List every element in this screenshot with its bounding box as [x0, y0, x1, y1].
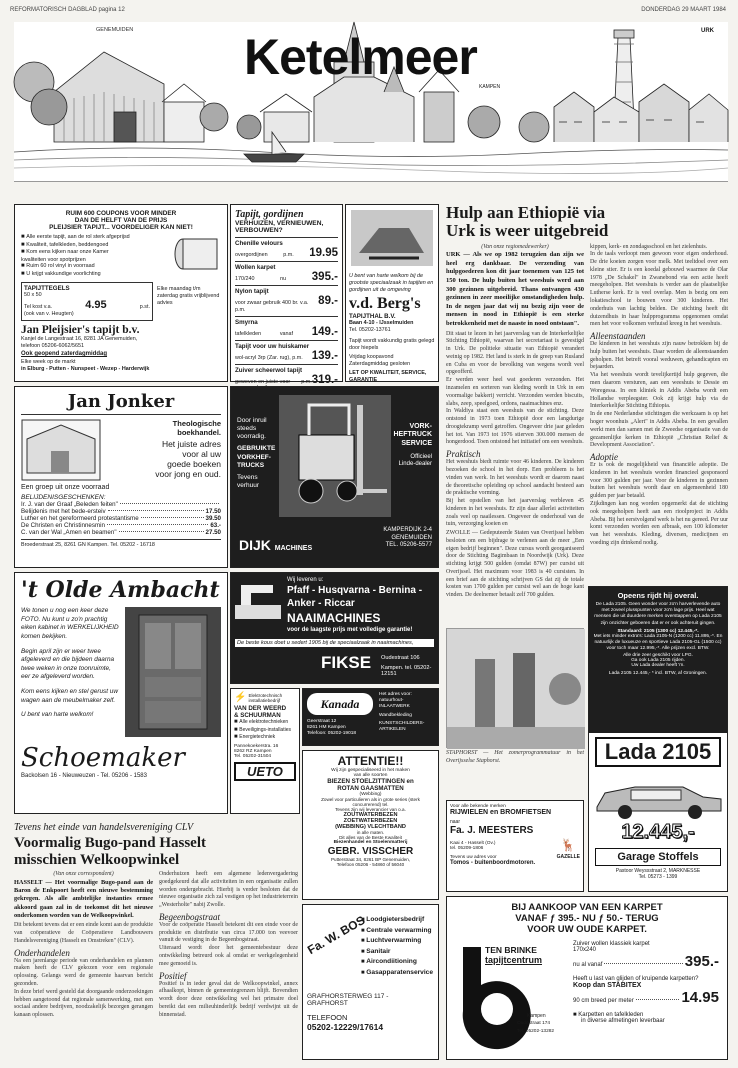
dijk-r3: SERVICE — [401, 439, 432, 447]
forklift-illustration — [279, 395, 391, 517]
berg-note1: Tapijt wordt vakkundig gratis gelegd door hiepels — [349, 337, 435, 351]
attentie-l7: concurrerend) tel. — [352, 802, 389, 807]
article-bugo-pand — [14, 822, 298, 1062]
tapijt-item — [235, 340, 338, 364]
meesters-naar: naar — [450, 819, 461, 825]
pleijsier-list-item: kwaliteiten voor spotprijzen — [21, 256, 86, 263]
dijk-r5: Linde-dealer — [398, 461, 432, 468]
brinke-logo — [455, 941, 565, 1041]
weerd-phone: Tel. 05202-31504 — [234, 753, 272, 759]
fikse-brands1: Pfaff - Husqvarna - Bernina - — [287, 585, 423, 596]
banner-place-left: GENEMUIDEN — [96, 27, 134, 33]
attentie-l13: Dit alles van de Beste Kwaliteit — [339, 835, 402, 840]
dijk-l8: verhuur — [237, 481, 260, 489]
pleijsier-list-item: ■ Kom eens kijken naar onze Kamer — [21, 249, 167, 257]
weerd-addr: Pannekoekerstra. 16 — [234, 743, 279, 749]
weerd-l2: installatiebedrijf — [248, 697, 281, 703]
berg-addr: Baan 4-10 - IJsselmuiden — [349, 320, 414, 327]
ad-garage-stoffels — [588, 586, 728, 892]
garage-name: Garage Stoffels — [595, 848, 721, 866]
lada-headline: Opeens rijdt hij overal. — [617, 591, 699, 600]
ad-olde-ambacht — [14, 572, 228, 814]
tapijt-item-price: 19.95 — [309, 247, 338, 259]
tapijt-item-detail: wol-acryl 3rp (Zar. rug), p.m. — [235, 354, 303, 361]
article-col2-p1: kippen, kerk- en zondagsschool en het zielenhuis. — [590, 243, 708, 250]
attentie-l4: ROTAN GAASMATTEN — [337, 785, 404, 792]
jonker-book-title: Belijdenis met het bede-ersteiv — [21, 508, 106, 515]
article-p3: In Waldiya staat een weeshuis van de stichting. Deze ontstond in 1973 toen Ethiopië door een langdurige droogtekramp werd getroffen. Ongeveer drie jaar geleden het tot. Van 1973 tot 1976 stierven 300.000 mensen de hongerdood. Toen ontstond het initiatief om een weeshuis. — [446, 408, 584, 446]
attentie-phone: Telefoon 05206 - 54860 of 56040 — [336, 862, 405, 867]
ad-vd-berg — [345, 204, 439, 382]
brinke-h3: VOOR UW OUDE KARPET. — [527, 924, 647, 935]
article-subhead-alleenstaanden: Alleenstaanden — [590, 331, 646, 342]
bugo-byline: (Van onze correspondent) — [53, 871, 114, 877]
dijk-l2: steeds — [237, 425, 257, 433]
attentie-l1: Wij zijn gespecialiseerd in het maken — [331, 768, 410, 773]
cabinet-photo — [125, 607, 221, 737]
attentie-l3: BIEZEN STOELZITTINGEN en — [327, 778, 414, 785]
article-col2-p6: Er is ook de mogelijkheid van financiële adoptie. De kinderen in het weeshuis worden financieel gesponsord voor 300 gulden per jaar. Voor de kinderen in gezinnen buiten het weeshuis wordt daar en algemeenheid 180 gulden per jaar betaald. — [590, 462, 728, 500]
ambacht-signature: Schoemaker — [21, 743, 185, 773]
weerd-service: ■ Alle elektrotechnieken — [234, 719, 296, 727]
bugo-subhead-onderhandelen: Onderhandelen — [14, 947, 70, 958]
dijk-l7: Tevens — [237, 473, 258, 481]
tapijt-item-detail: tafelkleden — [235, 330, 262, 337]
article-subhead-adoptie: Adoptie — [590, 452, 618, 463]
jonker-book-price: 39.50 — [205, 515, 221, 522]
ad-ten-brinke — [446, 896, 728, 1060]
tapijt-sub2: VERBOUWEN? — [235, 227, 283, 234]
bos-service: ■ Centrale verwarming — [361, 926, 434, 937]
dijk-city: GENEMUIDEN — [391, 534, 432, 541]
jonker-book-list — [21, 501, 221, 536]
lada-l1: Met iets minder extra's: Lada 2105-N (1200 cc) 11.895,-*. En natuurlijk de luxueuze en sportieve Lada 2105-GL (1500 cc) voor toch maar 12.995,-*. Alle prijzen excl. BTW. — [593, 633, 723, 652]
ad-kanada — [302, 688, 439, 746]
bos-city: GRAFHORST — [307, 999, 348, 1007]
roll-illustration — [171, 234, 221, 272]
jonker-book-price: 27.50 — [205, 529, 221, 536]
brinke-i2a: Heeft u last van glijden of kruipende karpetten? — [573, 976, 699, 982]
meesters-name: Fa. J. MEESTERS — [450, 825, 534, 836]
attentie-l5: (Webbing) — [359, 792, 382, 797]
lightning-icon: ⚡ — [234, 692, 247, 703]
jonker-tag2: boekhandel. — [177, 428, 221, 437]
tapijt-item-price: 89.- — [318, 295, 338, 307]
dijk-l1: Door inruil — [237, 417, 267, 424]
tapijt-item — [235, 285, 338, 316]
jonker-book-row — [21, 522, 221, 529]
kanada-r5: KUNSTSCHILDERS- — [379, 720, 425, 726]
brinke-i1b: 170x240 — [573, 947, 597, 953]
bugo-title-line1: Voormalig Bugo-pand Hasselt — [14, 835, 206, 851]
dijk-left-text — [237, 417, 275, 490]
lada-price: 12.445,- — [621, 821, 695, 843]
pleijsier-side-note: Elke maandag t/m zaterdag gratis vrijblijvend advies — [157, 286, 220, 306]
jonker-book-title: De Christen en Christinnesmin — [21, 522, 105, 529]
jonker-book-price: 17.50 — [205, 508, 221, 515]
bugo-kicker: Tevens het einde van handelsvereniging CLV — [14, 822, 194, 833]
fikse-addr: Oudestraat 106 — [381, 655, 420, 661]
article-title-line1: Hulp aan Ethiopië via — [446, 203, 606, 222]
article-p4: Het weeshuis biedt ruimte voor 46 kinderen. De kinderen bezoeken de school in het dorp. Een probleem is het vinden van werk. In het weeshuis wordt er daarom naast de theoretische opleiding op school aandacht besteed aan de praktische vorming. — [446, 459, 584, 497]
ad-attentie — [302, 750, 439, 900]
brinke-i3: ■ Karpetten en tafelkleden — [573, 1012, 719, 1018]
tapijt-item-name: Smyrna — [235, 318, 258, 326]
ambacht-t3: Kom eens kijken en stel gerust uw wagen aan de meubelmaker zelf. — [21, 688, 118, 704]
sewing-machine-icon — [235, 579, 281, 619]
page-header-left: REFORMATORISCH DAGBLAD pagina 12 — [10, 7, 125, 13]
berg-note3: Zaterdagmiddag gesloten — [349, 361, 411, 367]
brinke-h2: VANAF ƒ 395.- NU ƒ 50.- TERUG — [515, 913, 659, 924]
ad-fa-w-bos — [302, 904, 439, 1060]
ad-van-der-weerd — [230, 688, 300, 814]
tapijt-item-name: Chenille velours — [235, 240, 283, 247]
dijk-name — [239, 537, 312, 553]
attentie-l11: (WEBBING) VLECHTBAND — [335, 824, 406, 830]
brinke-i2c: 90 cm breed per meter — [573, 998, 634, 1004]
article-col2-p4: Via het weeshuis wordt tevelijkertijd hulp gegeven, die men daarom versturen, aan een weeshuis te Dessie en Woregessa. In een kliniek in Addis Abeba wordt een Hollandse verpleegster. Ook zij krijgt hulp via de Interkerkelijke Stichting Ethiopia. — [590, 372, 728, 410]
kanada-services — [379, 692, 424, 733]
brinke-name1: TEN BRINKE — [485, 945, 537, 955]
photo-illustration — [447, 629, 585, 749]
tapijt-item-name: Tapijt voor uw huiskamer — [235, 342, 310, 350]
pleijsier-name: Jan Pleijsier's tapijt b.v. — [21, 323, 140, 336]
ambacht-name: 't Olde Ambacht — [21, 577, 220, 603]
ad-fikse — [230, 572, 439, 684]
kanada-r4: Wandbekleding — [379, 712, 412, 718]
bugo-p3: In deze brief werd gesteld dat doorgaande onderzoekingen hebben aangetoond dat regionale samenwerking, met een sociaal andere bedrijven, noodzakelijk bezorgen gerangen kanaan oplossen. — [14, 988, 153, 1019]
brinke-phone: Tel. 05202-13282 — [517, 1029, 555, 1034]
pleijsier-hours: Ook geopend zaterdagmiddag — [21, 351, 108, 358]
lada-l4: Uw Lada dealer heeft 'm. — [631, 662, 685, 668]
pleijsier-foot1: Elke week op de markt — [21, 359, 76, 366]
ad-tapijt-gordijnen — [230, 204, 343, 386]
attentie-l2: van alle soorten — [353, 773, 388, 778]
dijk-phone: TEL. 05206-5577 — [385, 542, 432, 548]
kanada-r6: ARTIKELEN — [379, 727, 406, 733]
article-zwolle — [446, 530, 584, 620]
dijk-r1: VORK- — [409, 423, 432, 430]
tegels-label: TAPIJTTEGELS — [24, 285, 70, 293]
tapijt-item-unit: nu — [280, 276, 287, 282]
fikse-note: De beste kous doet u sedert 1905 bij de speciaalzaak in naaimachines, — [235, 639, 434, 647]
jonker-tag1: Theologische — [172, 419, 221, 428]
tapijt-item-price: 139.- — [311, 349, 338, 362]
jonker-tag4: voor al uw — [182, 449, 221, 459]
kanada-r1: Het adres voor: — [379, 692, 412, 697]
brinke-i1p: 395.- — [684, 953, 719, 970]
brinke-i2p: 14.95 — [681, 989, 719, 1006]
weerd-name1: VAN DER WEERD — [234, 705, 287, 712]
article-subhead-praktisch: Praktisch — [446, 449, 481, 460]
kanada-addr: Geerstraat 12 — [307, 719, 337, 724]
jonker-book-title: Ir. J. van der Graaf „Beleden feiten" — [21, 501, 118, 508]
ambacht-t2: Begin april zijn er weer twee afgeleverd en die bijdeen daarna twee weken in onze toonruimte, eer ze afgeleverd worden. — [21, 647, 115, 681]
bos-service: ■ Gasapparatenservice — [361, 968, 434, 979]
bugo-subhead-positief: Positief — [159, 970, 187, 981]
ad-meesters — [446, 800, 584, 892]
attentie-name: GEBR. VISSCHER — [327, 846, 414, 857]
garage-addr: Pastoor Weyssstraat 2, MARKNESSE — [615, 868, 701, 874]
article-lead: URK — Als we op 1982 terugzien dan zijn we heel erg dankbaar. De verzending van hulpgoederen kon dit jaar toenemen van 125 tot 150 ton. De hulp buiten het weeshuis werd aan 300 gezinnen uitgebreid. Thans ontvangen 430 gezinnen in zeer moeilijke omstandigheden hulp. In de negen jaar dat wij nu bezig zijn voor de mensen in nood in Ethiopië is een sterke betrokkenheid met de naaste in nood ontstaan". — [446, 251, 584, 327]
zwolle-text: ZWOLLE — Gedeputeerde Staten van Overijssel hebben besloten om een bijdrage te verlenen aan de meer „Een eigen bedrijf beginnen". Deze cursus wordt georganiseerd door de Stichting Bagimbaan in Noordwijk (Urk). Deze stichting krijgt 500 gulden (omdat 87W) per cursist uit Overijssel. Het maximum voor 1983 is 40 cursisten. In een brief aan de stichting schrijven GS dat zij de totale kosten van 1700 gulden per cursist wel aan de hoge kant vinden. De deelnemer betaalt zelf 700 gulden. — [446, 530, 584, 599]
bugo-col2-p1: Onderhuizen heeft een algemene ledenvergadering goedgekeurd dat alle activiteiten in een organisatie zullen worden ondergebracht. Hierbij is verder besloten dat de nieuwe organisatie zich zal vestigen op het industrieterrein „Westerholte" nabij Zwolle. — [159, 871, 298, 909]
bos-tel-label: TELEFOON — [307, 1012, 348, 1022]
fikse-brands2: Anker - Riccar — [287, 598, 355, 609]
brinke-i2b: Koop dan STABITEX — [573, 982, 642, 989]
jonker-name: Jan Jonker — [21, 391, 221, 415]
jonker-book-row — [21, 515, 221, 522]
tapijt-item — [235, 261, 338, 285]
dijk-sub: MACHINES — [274, 545, 313, 552]
brinke-i3b: in diverse afmetingen leverbaar — [581, 1018, 665, 1024]
brinke-name2: tapijtcentrum — [485, 955, 543, 965]
banner-place-right: URK — [701, 28, 714, 34]
dijk-l5: VORKHEF- — [237, 453, 271, 461]
attentie-l6: Zowel voor particulieren als in grote series (sterk — [321, 797, 420, 802]
pleijsier-phone: telefoon 05206-6062/5651 — [21, 342, 84, 349]
pleijsier-list-item: ■ U krijgt vakkundige voorlichting — [21, 271, 167, 279]
tapijt-item-unit: p.m. — [301, 378, 312, 385]
meesters-dealer: Tevens uw adres voor — [450, 855, 497, 860]
meesters-brand: Tomos - buitenboordmotoren. — [450, 860, 536, 866]
bos-addr: GRAFHORSTERWEG 117 - — [307, 992, 389, 1000]
jonker-stock: Een groep uit onze voorraad — [21, 484, 110, 491]
tapijt-price-list — [235, 237, 338, 394]
ad-pleijsier — [14, 204, 228, 382]
jonker-tag6: voor jong en oud. — [155, 469, 221, 479]
bugo-col2-p4: Positief is in ieder geval dat de Welkoopwinkel, annex afhaalkopt, binnen de gemeentegrenzen blijft. Bovendien wordt door deze ontwikkeling wel het primaire doel bereikt dat een milieuhinderlijk bedrijf verdwijnt uit de binnenstad. — [159, 980, 298, 1018]
tegels-price: 4.95 — [85, 299, 107, 311]
dijk-l6: TRUCKS — [237, 461, 265, 469]
weerd-service: ■ Energietechniek — [234, 734, 296, 742]
lada-l2: Alle drie zeer geschikt voor LPG. — [623, 652, 693, 658]
article-p5: Bij het opstellen van het jaarverslag verbleven 45 kinderen in het weeshuis. Er zijn daar allerlei activiteiten zoals veel op naailessen. Ongeveer de onderhoud van de tuin, verzorging koeien en — [446, 498, 584, 528]
tapijt-item-price: 395.- — [311, 271, 338, 283]
attentie-l9: ZOUTWATERBEZEN — [343, 812, 398, 818]
bos-name: Fa. W. BOS — [305, 912, 368, 958]
pleijsier-list-item: ■ Alle eerste tapijt, aan de rol sterk afgeprijsd — [21, 234, 167, 242]
dijk-name-text: DIJK — [239, 537, 271, 553]
tapijt-item-unit: p.m. — [283, 252, 294, 258]
bugo-p2: Na een jarenlange periode van onderhandelen en plannen maken heeft de CLV gekozen voor een regionale oplossing. Gelangs werd de gemeente haarvan bericht gezonden. — [14, 957, 153, 987]
jonker-head: BELIJDENISGESCHENKEN: — [21, 494, 106, 501]
tapijt-item-detail: overgordijnen — [235, 252, 268, 258]
pleijsier-line2: DAN DE HELFT VAN DE PRIJS — [74, 217, 168, 224]
article-title-line2: Urk is weer uitgebreid — [446, 220, 609, 240]
kanada-city: 8261 HM Kampen — [307, 724, 346, 730]
dijk-r2: HEFTRUCK — [393, 431, 432, 439]
banner-illustration — [14, 22, 728, 182]
bugo-subhead-begeenbogstraat: Begeenbogstraat — [159, 911, 220, 922]
dijk-l3: voorradig. — [237, 433, 266, 441]
ad-dijk-machines — [230, 386, 439, 568]
berg-note4: LET OP KWALITEIT, SERVICE, GARANTIE — [349, 369, 427, 383]
banner-title: Ketelmeer — [244, 29, 477, 85]
kanada-name: Kanada — [307, 693, 373, 715]
weerd-city: 8262 RZ Kampen — [234, 748, 272, 754]
tapijt-item-detail: geweven en juiste voor — [235, 378, 291, 385]
lada-text: De Lada 2105. Geen wonder voor zo'n harverlevende auto met zoveel plusspunten voor zo'n lage prijs. Heel wat mensen die uit duurdere merken overstappen op Lada 2105 zijn onzichter geboeren dat er er ook achteruit gingen. — [594, 602, 722, 626]
article-col2-p5: In de ene Nederlandse stichtingen die werkzaam is op het hoger woonhuis „Alert" in Addis Abeba. In een gevallen werkt men dan samen met de Zweedse organisatie van de gezamenlijke kerken in Ethiopië „Christian Relief & Development Association". — [590, 411, 728, 449]
tegels-size: 50 x 50 — [24, 292, 42, 299]
article-col2-p2: In de taals verloopt men gewoon voor eigen onderhoud. De drie koeien zorgen voor melk. Met teeltdoel over een kleine stier. Er is een koedal gebouwd waarmee de Olar 1978 „De Schakel" in Zwanebond via een actie heeft meegeholpen. Het weeshuis is verder aan de plaatselijke Lutherse kerk. Er is veel overlap. Men is bezig om een lokatieschool te bouwen voor 300 kinderen. Het onderhuis van lachtig belden. De stichting heeft dit duizendhuis in haar hulpprogramma opgenomen omdat men het voor volkomen verhuisd kreeg in het weeshuis. — [590, 251, 728, 328]
kanada-r2: natuurhout- — [379, 698, 404, 704]
pleijsier-foot2: in Elburg - Putten - Nunspeet - Wezep - Harderwijk — [21, 366, 150, 372]
pleijsier-list-item: ■ Ruim 60 rol vinyl in voorraad — [21, 263, 167, 271]
tapijt-item-detail: voor zwaar gebruik 400 br. v.a. p.m. — [235, 300, 309, 313]
article-col2-p7: Zijkdingen kan nog worden opgemerkt dat de stichting ook meegeholpen heeft aan een rioolproject in Addis Abeba. Bij het eerstvolgend werk is het nu gereed. Per uur komt verzonden worden een afbraak, een 100 kilometer van het weeshuis. Kleding, diversen, medicijnen en voeding zijn drinkend nodig. — [590, 500, 728, 546]
lada-l3: Ga ook Lada 2105 rijden. — [631, 657, 685, 663]
weerd-service: ■ Beveiligings-installaties — [234, 727, 296, 735]
weerd-logo: UETO — [234, 762, 296, 781]
meesters-logo: GAZELLE — [556, 854, 580, 860]
tapijt-title: Tapijt, gordijnen — [235, 209, 304, 220]
ambacht-address: Backolsen 16 - Nieuweuzen - Tel. 05206 - 1583 — [21, 773, 147, 779]
pleijsier-line3: PLEIJSIER TAPIJT... VOORDELIGER KAN NIET! — [49, 224, 193, 231]
tapijt-item-name: Wollen karpet — [235, 264, 276, 271]
attentie-addr: Putterstraat 34, 8261 BP Genemuiden, — [330, 857, 411, 862]
attentie-l8: Tevens zijn wij leverancier van o.a. — [335, 807, 406, 812]
jonker-address: Broederstraat 25, 8261 GN Kampen. Tel. 05202 - 16718 — [21, 539, 221, 549]
tapijt-item-name: Nylon tapijt — [235, 288, 269, 295]
berg-name: v.d. Berg's — [349, 295, 421, 313]
brinke-city: Kampen — [527, 1013, 546, 1019]
bugo-p1: Dit betekent tevens dat er een einde komt aan de produktie van coöperatieve de Coöperatieve Landbouwers Handelsvereniging (Hasselt en Omstreken" (CLV). — [14, 922, 153, 944]
bugo-col2-p2: Voor de coöperatie Hasselt betekent dit een einde voor de produktie en distributie van circa 17.000 ton veevoer vanuit de vestiging in de Begeenbogstraat. — [159, 921, 298, 944]
bos-service: ■ Loodgietersbedrijf — [361, 915, 434, 926]
dijk-l4: GEBRUIKTE — [237, 445, 276, 453]
photo-staphorst — [446, 628, 584, 748]
fikse-city: Kampen. tel. 05202-12151 — [381, 665, 432, 677]
jonker-book-row — [21, 529, 221, 536]
tapijt-item-price: 149.- — [311, 325, 338, 338]
article-col2-p3: De kinderen in het weeshuis zijn nauw betrokken bij de hulp buiten het weeshuis. Daar worden de alleenstaanden geholpen. Het betreft vooral weduwen, gehandicapten en bejaarden. — [590, 341, 728, 371]
lada-foot: Lada 2105 12.445,- * incl. BTW, af Groningen. — [608, 670, 708, 676]
article-p1: Dit staat te lezen in het jaarverslag van de Interkerkelijke Stichting Ethiopië, waarvan het secretariaat is gevestigd in Urk. De politieke situatie van Ethiopië verandert weinig op 1982. Het land is sterk in de greep van Rusland en Cuba en voor de bevolking van wegens wordt veel opgeofferd. — [446, 330, 584, 376]
article-byline: (Van onze regiomedewerker) — [481, 243, 549, 250]
pleijsier-line1: RUIM 600 COUPONS VOOR MINDER — [65, 210, 177, 217]
tapijt-item-price: 319.- — [311, 373, 338, 386]
bugo-col2-p3: Uiteraard wordt door het gemeentebestuur deze ontwikkeling betreurd ook al omdat er werkgelegenheid mee gemoeid is. — [159, 945, 298, 967]
tegels-unit: p.st. — [139, 304, 150, 310]
meesters-top: Voor alle bekende merken — [450, 804, 506, 809]
fikse-top: Wij leveren u: — [287, 577, 324, 583]
fikse-brands3: NAAIMACHINES — [287, 611, 381, 625]
lada-model: Lada 2105 — [595, 737, 721, 767]
berg-phone: Tel. 05202-13761 — [349, 327, 391, 333]
dijk-right-text — [394, 423, 433, 469]
banner-place-mid: KAMPEN — [479, 84, 501, 90]
dijk-r4: Officieel — [410, 454, 432, 461]
brinke-i1a: Zuiver wollen klassiek karpet — [573, 941, 650, 947]
bugo-title-line2: misschien Welkoopwinkel — [14, 851, 180, 868]
bookshop-illustration — [21, 419, 101, 481]
bos-service: ■ Luchtverwarming — [361, 936, 434, 947]
tegels-price-label: Tel kost v.a. — [24, 304, 53, 310]
brinke-i1c: nu al vanaf — [573, 962, 603, 968]
berg-caption: U bent van harte welkom bij de grootste speciaalzaak in tapijten en gordijnen uit de omgeving — [349, 273, 434, 293]
weerd-name2: & SCHUURMAN — [234, 712, 281, 719]
bugo-lead: HASSELT — Het voormalige Bugo-pand aan de Baron de Enkpoort heeft een nieuwe bestemming gekregen. Als alle ambtelijke instanties ermee akkoord gaan zal in de toekomst dit het nieuwe onderkomen worden van de Welkoopwinkel. — [14, 878, 153, 919]
bos-phone: 05202-12229/17614 — [307, 1021, 384, 1032]
weerd-l1: Elektrotechnisch — [248, 692, 283, 698]
ambacht-t1: We tonen u nog een keer deze FOTO. Nu kunt u zo'n prachtig eiken kabinet in WERKELIJKHEID komen bekijken. — [21, 607, 119, 640]
gazelle-icon: 🦌 — [560, 838, 576, 852]
pleijsier-list-item: ■ Kwaliteit, tafelkleden, beddengoed — [21, 242, 167, 250]
jonker-tag3: Het juiste adres — [161, 439, 221, 449]
kanada-r3: INLAATWERK — [379, 704, 410, 710]
jonker-book-title: Luther en het gereformeerd protestantisme — [21, 515, 139, 522]
attentie-l10: ZOETWATERBEZEN — [343, 818, 398, 824]
car-illustration — [591, 769, 727, 821]
dijk-address-block — [383, 527, 432, 550]
garage-phone: Tel. 05273 - 1399 — [638, 874, 678, 880]
ad-jan-jonker — [14, 386, 228, 568]
meesters-phone: tel. 05209-1806 — [450, 846, 484, 851]
pleijsier-address: Kanjel de Langestraat 16, 8281 JA Genemuiden, — [21, 335, 138, 342]
ambacht-t4: U bent van harte welkom! — [21, 711, 94, 719]
article-ethiopie — [446, 204, 728, 564]
bos-services — [361, 915, 434, 979]
fikse-tag: voor de laagste prijs met volledige garantie! — [287, 627, 413, 633]
berg-note2: Vrijdag koopavond — [349, 354, 394, 361]
meesters-addr: Kaai 4 - Hasselt (Ov.) — [450, 841, 496, 846]
lada-standard: Standaard: 2105 (1300 cc) 12.445,-*. — [617, 628, 699, 634]
bos-service: ■ Sanitair — [361, 947, 434, 958]
dijk-addr: KAMPERDIJK 2-4 — [383, 527, 432, 533]
meesters-line: RIJWIELEN en BROMFIETSEN — [450, 809, 552, 816]
tapijt-item-name: Zuiver scheerwol tapijt — [235, 366, 303, 374]
bos-service: ■ Aircondiitioning — [361, 957, 434, 968]
page-header-right: DONDERDAG 29 MAART 1984 — [641, 7, 726, 13]
tapijt-item-unit: vanaf — [279, 330, 294, 337]
fikse-name: FIKSE — [321, 653, 372, 672]
tapijt-item — [235, 316, 338, 340]
tapijt-item — [235, 237, 338, 261]
kanada-phone: Telefoon: 05202-19018 — [307, 730, 357, 736]
brinke-h1: BIJ AANKOOP VAN EEN KARPET — [511, 902, 663, 913]
article-p2: Er werden weer heel wat goederen verzonden. Het inzamelen en sorteren van kleding wordt in Urk in een voormalige bakkerij verricht. Verzonden werden biscuits, slabs, zeep, speelgoed, ordons, naaimachines enz. — [446, 377, 584, 407]
brinke-addr: Oudestraat 174 — [517, 1021, 551, 1026]
kanada-address-block — [307, 719, 356, 737]
tapijt-item-detail: 170/240 — [235, 276, 255, 282]
tegels-note: (ook van v. Heugten) — [24, 311, 74, 317]
berg-sub: TAPIJTHAL B.V. — [349, 313, 396, 321]
jonker-book-title: C. van der Wal „Amen en beamen" — [21, 529, 117, 536]
attentie-title: ATTENTIE!! — [337, 754, 404, 768]
sewing-machine-illustration — [349, 208, 435, 268]
jonker-book-row — [21, 501, 221, 508]
attentie-l12: in alle maten. — [356, 830, 385, 835]
tapijt-sub1: VERHUIZEN, VERNIEUWEN, — [235, 220, 324, 227]
jonker-tag5: goede boeken — [167, 459, 221, 469]
attentie-l14: Biezenhandel en Stoelenmatterij — [333, 840, 408, 845]
jonker-book-row — [21, 508, 221, 515]
photo-caption: STAPHORST — Het zomerprogrammatuur in het Overijsselse Staphorst. — [446, 750, 584, 764]
jonker-book-price: 63.- — [210, 522, 221, 529]
